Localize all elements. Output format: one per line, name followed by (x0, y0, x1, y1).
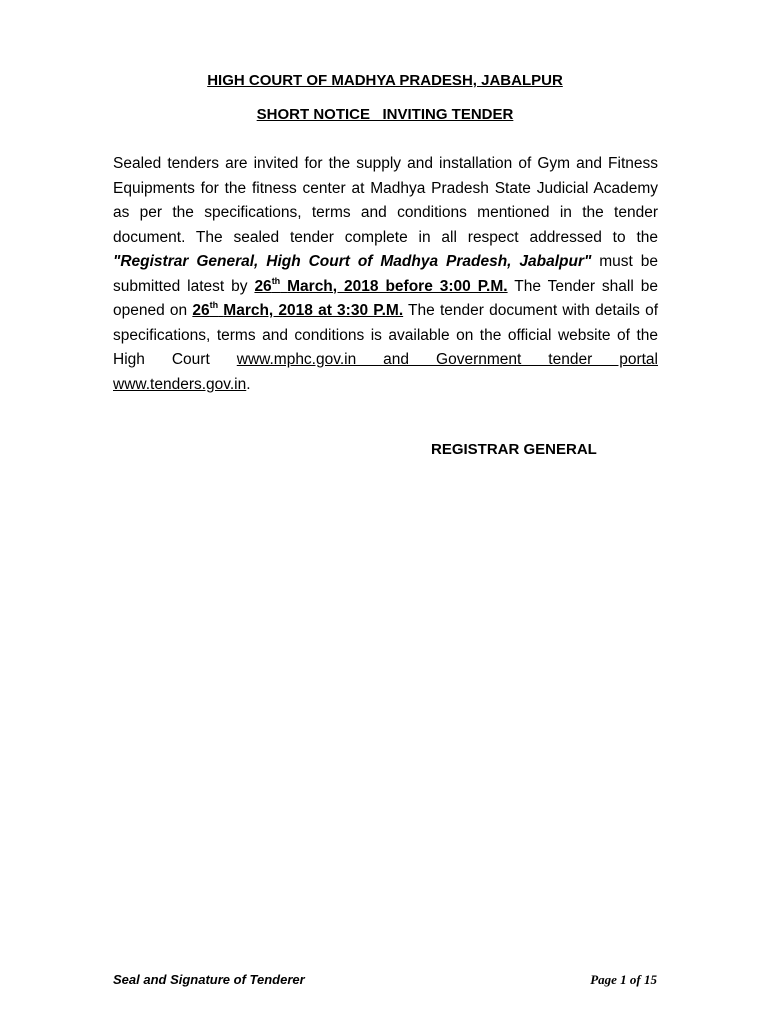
seal-signature-label: Seal and Signature of Tenderer (113, 972, 305, 987)
submission-day: 26 (254, 277, 272, 295)
submission-date-rest: March, 2018 before 3:00 P.M. (287, 277, 508, 295)
submission-deadline (254, 275, 508, 295)
availability-text: The tender document with details of specifications, terms and conditions is available on the official website of the High Court (113, 302, 658, 368)
end-punctuation: . (246, 375, 251, 393)
notice-body (113, 152, 658, 397)
submit-text: must be submitted latest by (113, 253, 658, 295)
opening-date (192, 302, 403, 319)
opening-text: The Tender shall be opened on (113, 277, 658, 319)
opening-day-suffix: th (209, 300, 219, 310)
notice-paragraph (113, 152, 658, 397)
court-title: HIGH COURT OF MADHYA PRADESH, JABALPUR (207, 72, 563, 89)
opening-day: 26 (192, 302, 210, 319)
submission-day-suffix: th (271, 275, 281, 286)
page-number: Page 1 of 15 (590, 972, 657, 987)
notice-title: SHORT NOTICE INVITING TENDER (256, 106, 514, 123)
addressee: "Registrar General, High Court of Madhya Pradesh, Jabalpur" (113, 253, 592, 270)
intro-text: Sealed tenders are invited for the supply and installation of Gym and Fitness Equipments for the fitness center at Madhya Pradesh State Judicial Academy as per the specifications, terms and conditions mentioned in the tender document. The sealed tender complete in all respect addressed to the (113, 155, 658, 246)
signatory: REGISTRAR GENERAL (431, 441, 597, 458)
opening-date-rest: March, 2018 at 3:30 P.M. (223, 302, 404, 319)
website-links[interactable]: www.mphc.gov.in and Government tender portal www.tenders.gov.in (113, 351, 658, 393)
